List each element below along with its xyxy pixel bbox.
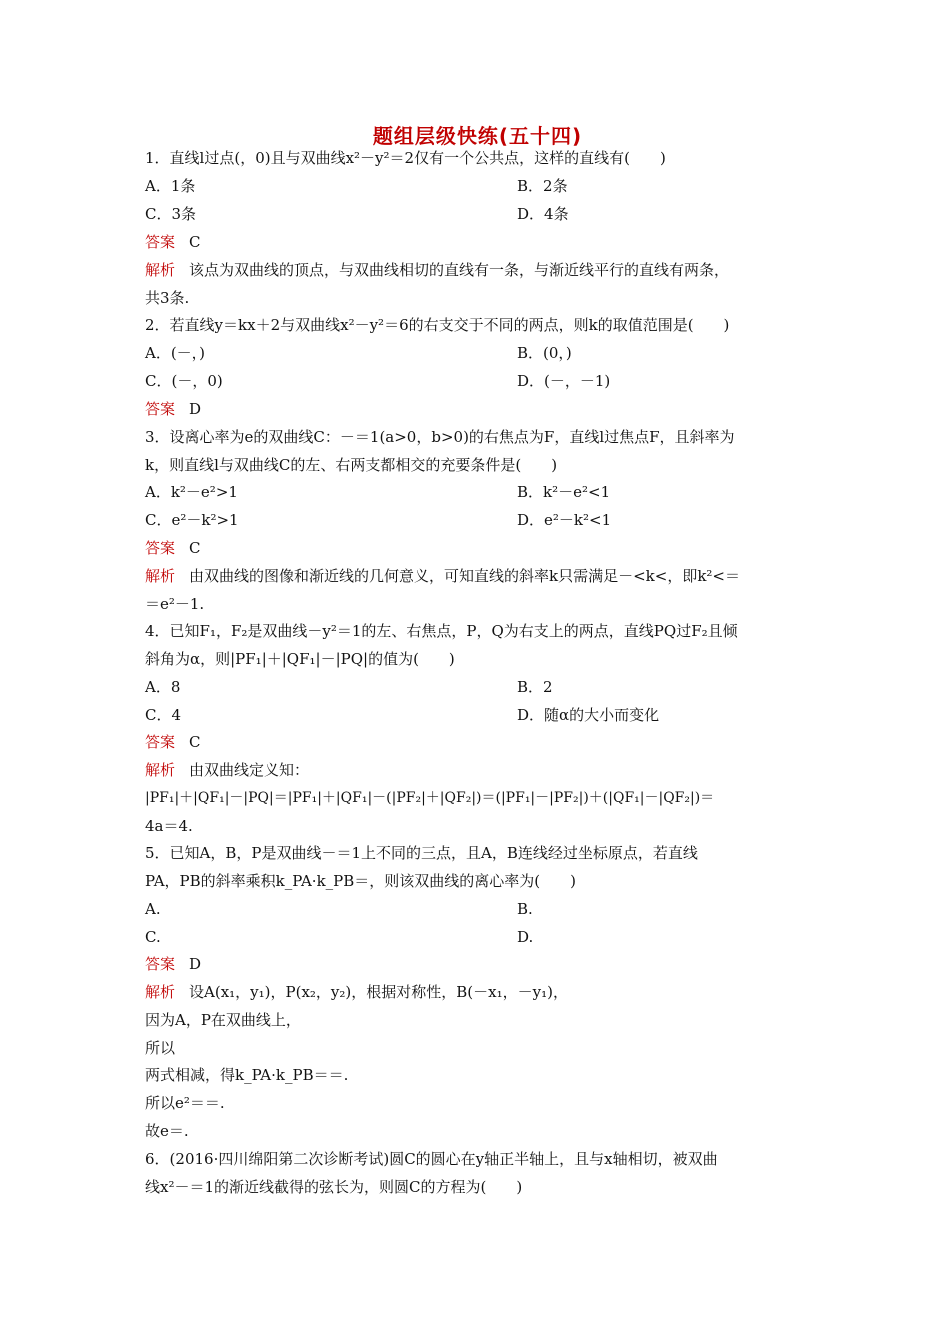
q6-stem-cont: 线x²－＝1的渐近线截得的弦长为，则圆C的方程为( ) [145,1178,523,1196]
q3-stem: 3．设离心率为e的双曲线C：－＝1(a>0，b>0)的右焦点为F，直线l过焦点F，且斜率为 [145,428,735,446]
q1-option-a: A．1条 [145,177,196,195]
q3-stem-cont: k，则直线l与双曲线C的左、右两支都相交的充要条件是( ) [145,456,558,474]
q4-explain-result: 4a＝4. [145,817,193,835]
q4-explain-formula: |PF₁|＋|QF₁|－|PQ|＝|PF₁|＋|QF₁|－(|PF₂|＋|QF₂|)＝(|PF₁|－|PF₂|)＋(|QF₁|－|QF₂|)＝ [145,790,715,806]
q1-answer [145,232,201,252]
q3-explain [145,566,740,586]
answer-label: 答案 [145,539,176,557]
q1-option-d: D．4条 [517,205,569,223]
q3-answer [145,538,201,558]
q5-explain-line6: 故e＝. [145,1122,189,1140]
q4-option-a: A．8 [145,678,181,696]
answer-value: C [189,233,201,251]
q5-explain [145,982,568,1002]
explain-text: 由双曲线定义知： [189,761,310,779]
q4-option-d: D．随α的大小而变化 [517,706,660,724]
q6-stem: 6．(2016·四川绵阳第二次诊断考试)圆C的圆心在y轴正半轴上，且与x轴相切，被双曲 [145,1150,718,1168]
answer-value: C [189,733,201,751]
q3-option-b: B．k²－e²<1 [517,483,611,501]
answer-value: D [189,400,202,418]
q3-option-a: A．k²－e²>1 [145,483,238,501]
answer-value: C [189,539,201,557]
q3-option-d: D．e²－k²<1 [517,511,612,529]
q3-explain-cont: ＝e²－1. [145,595,205,613]
q5-explain-line2: 因为A，P在双曲线上， [145,1011,301,1029]
explain-label: 解析 [145,261,176,279]
q5-option-b: B. [517,900,533,918]
q4-option-b: B．2 [517,678,553,696]
explain-label: 解析 [145,983,176,1001]
q1-stem: 1．直线l过点(，0)且与双曲线x²－y²＝2仅有一个公共点，这样的直线有( ) [145,149,666,167]
q5-stem: 5．已知A，B，P是双曲线－＝1上不同的三点，且A，B连线经过坐标原点，若直线 [145,844,698,862]
q1-explain-cont: 共3条. [145,289,190,307]
answer-label: 答案 [145,233,176,251]
q2-option-d: D．(－，－1) [517,372,611,390]
q2-option-b: B．(0，) [517,344,572,362]
q5-option-d: D. [517,928,534,946]
page-title: 题组层级快练(五十四) [372,124,583,148]
answer-label: 答案 [145,955,176,973]
explain-label: 解析 [145,761,176,779]
answer-label: 答案 [145,400,176,418]
q1-explain [145,260,729,280]
answer-value: D [189,955,202,973]
q2-stem: 2．若直线y＝kx＋2与双曲线x²－y²＝6的右支交于不同的两点，则k的取值范围是( ) [145,316,730,334]
q5-option-c: C. [145,928,161,946]
answer-label: 答案 [145,733,176,751]
q5-explain-line3: 所以 [145,1039,176,1057]
q3-option-c: C．e²－k²>1 [145,511,239,529]
q4-option-c: C．4 [145,706,182,724]
q4-stem: 4．已知F₁，F₂是双曲线－y²＝1的左、右焦点，P，Q为右支上的两点，直线PQ过F₂且倾 [145,622,738,640]
q5-answer [145,954,201,974]
q1-option-b: B．2条 [517,177,568,195]
q4-answer [145,732,201,752]
explain-text: 由双曲线的图像和渐近线的几何意义，可知直线的斜率k只需满足－<k<，即k²<＝ [189,567,741,585]
q5-explain-line5: 所以e²＝＝. [145,1094,225,1112]
q2-option-c: C．(－，0) [145,372,223,390]
q5-option-a: A. [145,900,161,918]
explain-text: 该点为双曲线的顶点，与双曲线相切的直线有一条，与渐近线平行的直线有两条， [189,261,730,279]
q4-explain [145,760,309,780]
q5-stem-cont: PA，PB的斜率乘积k_PA·k_PB＝，则该双曲线的离心率为( ) [145,872,576,890]
q5-explain-line4: 两式相减，得k_PA·k_PB＝＝. [145,1066,349,1084]
q2-answer [145,399,201,419]
explain-text: 设A(x₁，y₁)，P(x₂，y₂)，根据对称性，B(－x₁，－y₁)， [189,983,568,1001]
q2-option-a: A．(－，) [145,344,206,362]
explain-label: 解析 [145,567,176,585]
q1-option-c: C．3条 [145,205,197,223]
q4-stem-cont: 斜角为α，则|PF₁|＋|QF₁|－|PQ|的值为( ) [145,650,455,668]
